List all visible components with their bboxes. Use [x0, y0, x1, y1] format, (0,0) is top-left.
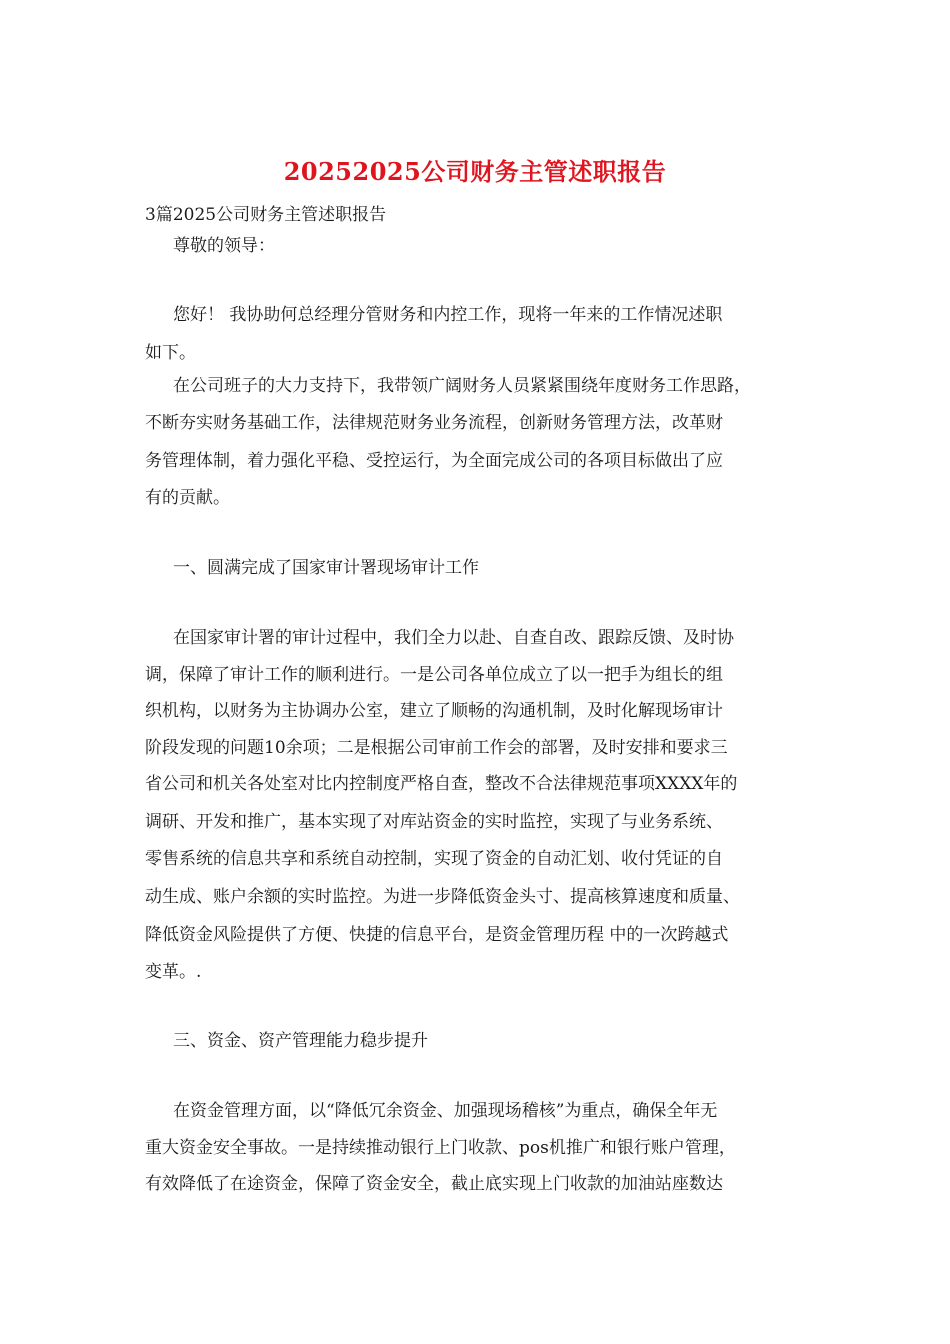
paragraph-line: 动生成、账户余额的实时监控。为进一步降低资金头寸、提高核算速度和质量、: [145, 887, 740, 907]
paragraph-line: 调研、开发和推广，基本实现了对库站资金的实时监控，实现了与业务系统、: [145, 812, 723, 832]
paragraph-line: 在公司班子的大力支持下，我带领广阔财务人员紧紧围绕年度财务工作思路，: [173, 376, 751, 396]
paragraph-line: 在国家审计署的审计过程中，我们全力以赴、自查自改、跟踪反馈、及时协: [173, 628, 734, 648]
paragraph-line: 降低资金风险提供了方便、快捷的信息平台，是资金管理历程 中的一次跨越式: [145, 925, 729, 945]
paragraph-line: 有的贡献。: [145, 488, 230, 508]
paragraph-line: 务管理体制，着力强化平稳、受控运行，为全面完成公司的各项目标做出了应: [145, 451, 723, 471]
paragraph-line: 变革。.: [145, 962, 202, 982]
paragraph-line: 调，保障了审计工作的顺利进行。一是公司各单位成立了以一把手为组长的组: [145, 665, 723, 685]
section-heading: 三、资金、资产管理能力稳步提升: [173, 1031, 428, 1051]
paragraph-line: 您好！ 我协助何总经理分管财务和内控工作，现将一年来的工作情况述职: [173, 305, 723, 325]
paragraph-line: 在资金管理方面，以“降低冗余资金、加强现场稽核”为重点，确保全年无: [173, 1101, 718, 1121]
document-subtitle: 3篇2025公司财务主管述职报告: [145, 205, 387, 225]
paragraph-line: 不断夯实财务基础工作，法律规范财务业务流程，创新财务管理方法，改革财: [145, 413, 723, 433]
document-title: 20252025公司财务主管述职报告: [283, 157, 667, 186]
paragraph-line: 重大资金安全事故。一是持续推动银行上门收款、pos机推广和银行账户管理，: [145, 1138, 736, 1158]
paragraph-line: 织机构，以财务为主协调办公室，建立了顺畅的沟通机制，及时化解现场审计: [145, 701, 723, 721]
section-heading: 一、圆满完成了国家审计署现场审计工作: [173, 558, 479, 578]
paragraph-line: 省公司和机关各处室对比内控制度严格自查，整改不合法律规范事项XXXX年的: [145, 774, 738, 794]
paragraph-line: 零售系统的信息共享和系统自动控制，实现了资金的自动汇划、收付凭证的自: [145, 849, 723, 869]
paragraph-line: 有效降低了在途资金，保障了资金安全，截止底实现上门收款的加油站座数达: [145, 1174, 723, 1194]
paragraph-line: 如下。: [145, 343, 196, 363]
paragraph-line: 阶段发现的问题10余项；二是根据公司审前工作会的部署，及时安排和要求三: [145, 738, 728, 758]
salutation: 尊敬的领导：: [173, 236, 275, 256]
